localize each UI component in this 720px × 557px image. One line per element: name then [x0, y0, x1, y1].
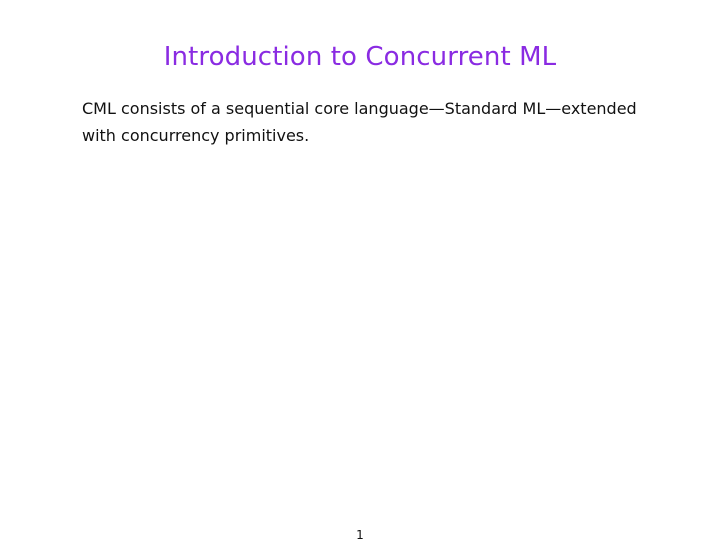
slide-body-text: CML consists of a sequential core language—Standard ML—extended with concurrency primitives.: [82, 99, 637, 145]
slide-title: Introduction to Concurrent ML: [163, 42, 557, 72]
page-number: 1: [356, 528, 364, 542]
